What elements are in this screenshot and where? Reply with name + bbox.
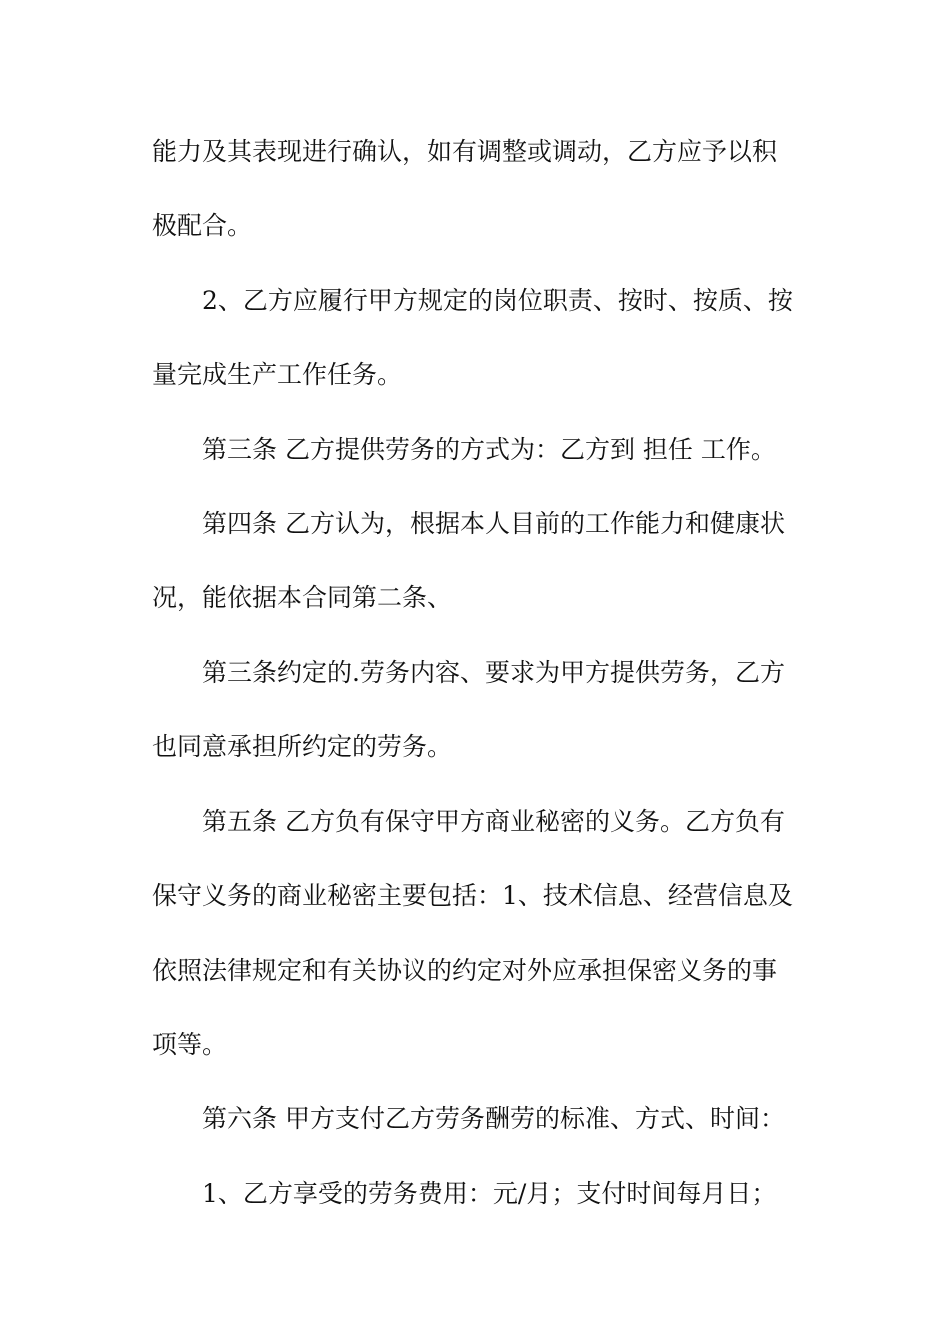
body-text-line: 依照法律规定和有关协议的约定对外应承担保密义务的事 — [152, 956, 778, 985]
body-text-line: 也同意承担所约定的劳务。 — [152, 732, 453, 761]
body-text-line: 2、乙方应履行甲方规定的岗位职责、按时、按质、按 — [202, 286, 793, 315]
body-text-line: 第五条 乙方负有保守甲方商业秘密的义务。乙方负有 — [202, 807, 785, 836]
body-text-line: 能力及其表现进行确认，如有调整或调动，乙方应予以积 — [152, 137, 778, 166]
body-text-line: 项等。 — [152, 1030, 228, 1059]
body-text-line: 第四条 乙方认为，根据本人目前的工作能力和健康状 — [202, 509, 785, 538]
body-text-line: 保守义务的商业秘密主要包括：1、技术信息、经营信息及 — [152, 881, 793, 910]
body-text-line: 极配合。 — [152, 211, 253, 240]
body-text-line: 第三条约定的.劳务内容、要求为甲方提供劳务，乙方 — [202, 658, 785, 687]
body-text-line: 第三条 乙方提供劳务的方式为：乙方到 担任 工作。 — [202, 435, 776, 464]
body-text-line: 量完成生产工作任务。 — [152, 360, 403, 389]
body-text-line: 第六条 甲方支付乙方劳务酬劳的标准、方式、时间： — [202, 1104, 785, 1133]
body-text-line: 况，能依据本合同第二条、 — [152, 583, 453, 612]
body-text-line: 1、乙方享受的劳务费用：元/月；支付时间每月日； — [202, 1179, 777, 1208]
